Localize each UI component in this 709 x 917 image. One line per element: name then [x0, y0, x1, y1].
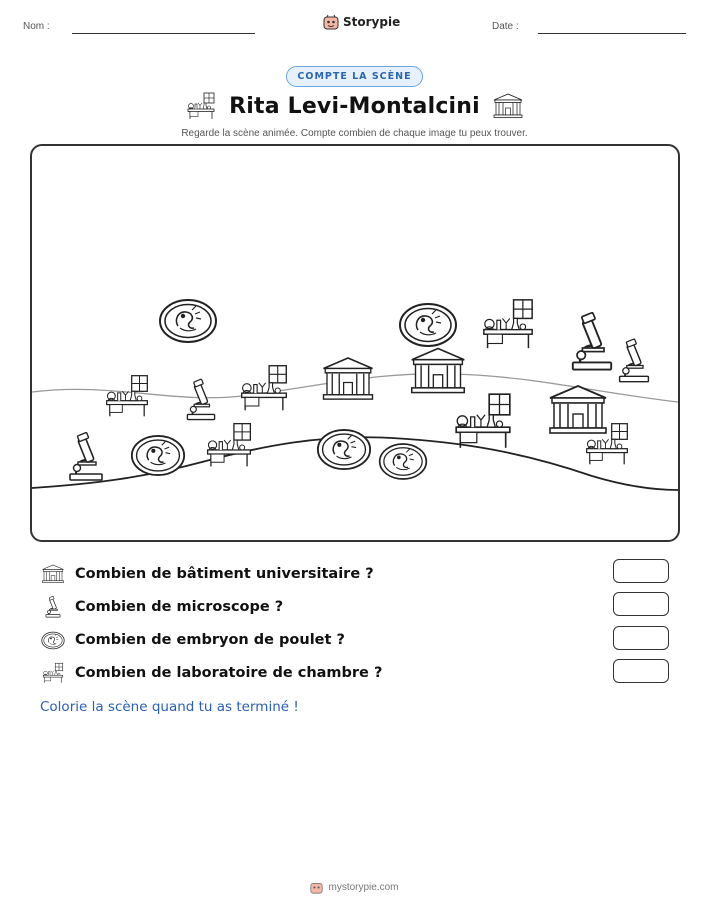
university-icon [550, 386, 606, 433]
answer-box[interactable] [613, 592, 669, 616]
storypie-logo-icon [323, 14, 339, 30]
question-row [41, 595, 671, 619]
university-icon [412, 349, 465, 393]
brand-name: Storypie [343, 15, 401, 29]
coloring-note: Colorie la scène quand tu as terminé ! [40, 699, 299, 715]
lab-icon [484, 300, 532, 348]
microscope-icon [573, 312, 611, 369]
embryo-icon [160, 300, 216, 342]
storypie-logo-icon [310, 881, 323, 894]
name-field[interactable] [72, 33, 255, 34]
answer-box[interactable] [613, 626, 669, 650]
scene-frame [30, 144, 680, 542]
lab-icon [242, 366, 287, 411]
page-title: Rita Levi-Montalcini [229, 93, 480, 119]
question-text: Combien de microscope ? [75, 599, 284, 615]
embryo-icon [380, 444, 427, 479]
lab-icon [41, 662, 65, 684]
university-icon [41, 564, 65, 584]
question-row [41, 628, 671, 652]
embryo-icon [318, 430, 370, 469]
lab-icon [185, 92, 217, 120]
university-icon [492, 93, 524, 119]
answer-box[interactable] [613, 659, 669, 683]
date-label: Date : [492, 21, 519, 32]
name-label: Nom : [23, 21, 50, 32]
brand-logo [323, 14, 400, 30]
activity-badge: COMPTE LA SCÈNE [286, 66, 422, 87]
footer [0, 881, 709, 894]
question-row [41, 562, 671, 586]
lab-icon [456, 394, 510, 448]
question-text: Combien de embryon de poulet ? [75, 632, 345, 648]
embryo-icon [400, 304, 456, 346]
university-icon [324, 358, 373, 399]
answer-box[interactable] [613, 559, 669, 583]
embryo-icon [41, 631, 65, 650]
question-text: Combien de laboratoire de chambre ? [75, 665, 383, 681]
lab-icon [208, 424, 251, 467]
microscope-icon [70, 432, 102, 480]
question-row [41, 661, 671, 685]
footer-url[interactable]: mystorypie.com [328, 882, 399, 893]
date-field[interactable] [538, 33, 686, 34]
microscope-icon [187, 379, 214, 420]
lab-icon [107, 376, 148, 417]
instructions: Regarde la scène animée. Compte combien de chaque image tu peux trouver. [181, 128, 528, 139]
question-text: Combien de bâtiment universitaire ? [75, 566, 374, 582]
embryo-icon [132, 436, 184, 475]
scene-illustration [32, 146, 678, 540]
microscope-icon [41, 596, 65, 618]
microscope-icon [620, 339, 649, 382]
